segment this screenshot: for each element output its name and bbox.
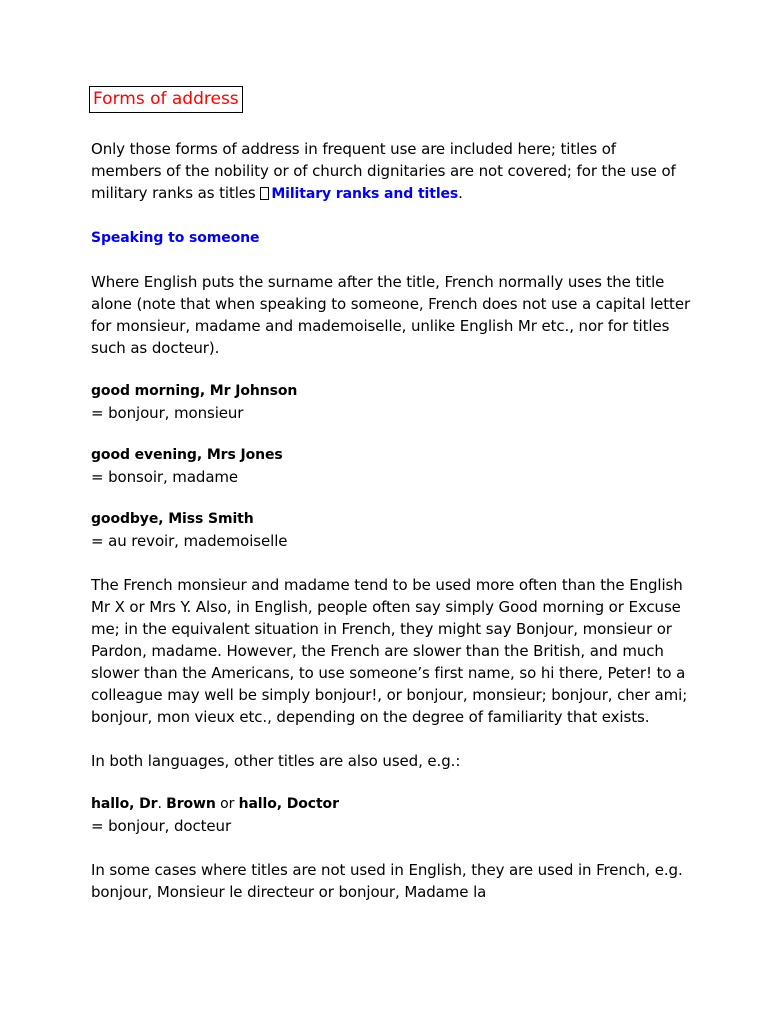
example-block (91, 445, 691, 488)
example-english: good morning, Mr Johnson (91, 383, 298, 399)
section-heading: Speaking to someone (91, 230, 260, 246)
example-french: = bonjour, docteur (91, 817, 232, 835)
example-block (91, 381, 691, 424)
paragraph-monsieur-madame: The French monsieur and madame tend to be used more often than the English Mr X or Mrs Y. Also, in English, people often say simply Good morning or Excuse me; in the equivalent situation in French, they might say Bonjour, monsieur or Pardon, madame. However, the French are slower than the British, and much slower than the Americans, to use someone’s first name, so hi there, Peter! to a colleague may well be simply bonjour!, or bonjour, monsieur; bonjour, cher ami; bonjour, mon vieux etc., depending on the degree of familiarity that exists. (91, 576, 688, 726)
intro-end: . (458, 184, 463, 202)
example-french: = bonjour, monsieur (91, 404, 244, 422)
intro-text: Only those forms of address in frequent use are included here; titles of members of the nobility or of church dignitaries are not covered; for the use of military ranks as titles (91, 140, 676, 202)
example-french: = bonsoir, madame (91, 468, 239, 486)
example-english: good evening, Mrs Jones (91, 447, 283, 463)
document-page (91, 86, 691, 903)
paragraph-titles-french: In some cases where titles are not used in English, they are used in French, e.g. bonjour, Monsieur le directeur or bonjour, Madame la (91, 861, 683, 901)
example-block (91, 794, 691, 837)
example-english: hallo, Dr. Brown or hallo, Doctor (91, 796, 339, 812)
cross-reference-arrow-icon (260, 187, 269, 200)
example-french: = au revoir, mademoiselle (91, 532, 288, 550)
paragraph-surname: Where English puts the surname after the title, French normally uses the title alone (note that when speaking to someone, French does not use a capital letter for monsieur, madame and mademoiselle, unlike English Mr etc., nor for titles such as docteur). (91, 273, 691, 357)
example-english: goodbye, Miss Smith (91, 511, 254, 527)
page-title: Forms of address (89, 86, 243, 113)
example-block (91, 509, 691, 552)
intro-paragraph (91, 138, 691, 205)
military-ranks-link[interactable]: Military ranks and titles (271, 186, 459, 202)
paragraph-other-titles: In both languages, other titles are also used, e.g.: (91, 752, 461, 770)
